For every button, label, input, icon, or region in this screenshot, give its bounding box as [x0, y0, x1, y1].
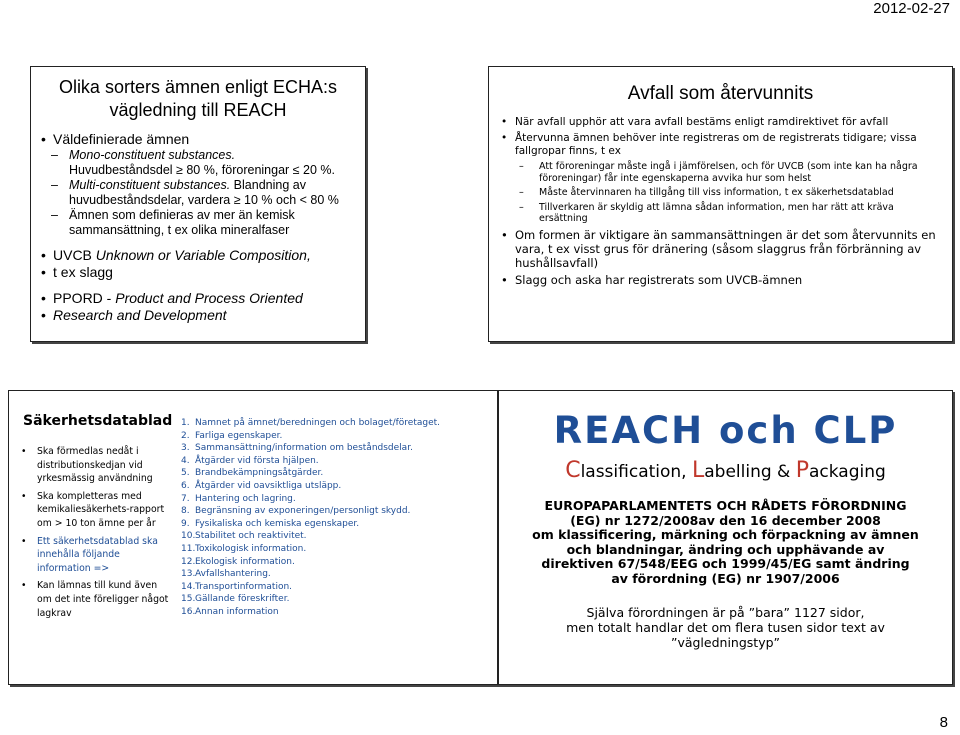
list-item: 12. Ekologisk information. [181, 556, 295, 567]
list-item: – Måste återvinnaren ha tillgång till viss information, t ex säkerhetsdatablad [501, 187, 941, 199]
slide-title: Säkerhetsdatablad [23, 413, 173, 429]
list-item: 2. Farliga egenskaper. [181, 430, 283, 441]
list-item: • Om formen är viktigare än sammansättningen är det som återvunnits en vara, t ex visst grus för dränering (såsom slaggrus från förbränning av hushållsavfall) [501, 228, 941, 270]
list-item: • t ex slagg [41, 264, 361, 281]
slide-echa-substance-types [30, 66, 366, 342]
slide-safety-data-sheet [8, 390, 498, 685]
list-item: – Multi-constituent substances. Blandning av [41, 178, 361, 193]
list-item: – Ämnen som definieras av mer än kemisk [41, 208, 361, 223]
regulation-text: EUROPAPARLAMENTETS OCH RÅDETS FÖRORDNING (EG) nr 1272/2008av den 16 december 2008 om klassificering, märkning och förpackning av ämnen och blandningar, ändring och upphävande av direktiven 67/548/EEG och 1999/45/EG samt ändring av förordning (EG) nr 1907/2006 [532, 498, 919, 586]
list-item: • UVCB Unknown or Variable Composition, [41, 247, 361, 264]
list-item: • Ska förmedlas nedåt i distributionskedjan vid yrkesmässig användning [21, 445, 171, 486]
bullet-list [501, 116, 941, 290]
slide-reach-clp [498, 390, 953, 685]
header-date: 2012-02-27 [873, 0, 950, 17]
list-item: huvudbeståndsdelar, vardera ≥ 10 % och < 80 % [69, 193, 339, 207]
list-item: Huvudbeståndsdel ≥ 80 %, föroreningar ≤ 20 %. [69, 163, 335, 177]
list-item: 5. Brandbekämpningsåtgärder. [181, 468, 324, 479]
list-item: 7. Hantering och lagring. [181, 493, 296, 504]
bullet-list [21, 445, 171, 624]
slide-recycled-waste [488, 66, 953, 342]
list-item: sammansättning, t ex olika mineralfaser [69, 223, 290, 237]
list-item: • PPORD - Product and Process Oriented [41, 290, 361, 307]
slide-title: Olika sorters ämnen enligt ECHA:s vägledning till REACH [58, 77, 338, 120]
list-item: • Ska kompletteras med kemikaliesäkerhets-rapport om > 10 ton ämne per år [21, 490, 171, 531]
list-item: 11. Toxikologisk information. [181, 543, 307, 554]
slide-title: REACH och CLP [553, 409, 898, 452]
list-item: • Research and Development [41, 307, 361, 324]
list-item: • Väldefinierade ämnen [41, 131, 361, 148]
list-item: 16. Annan information [181, 606, 279, 617]
list-item: 14. Transportinformation. [181, 581, 293, 592]
list-item: 10. Stabilitet och reaktivitet. [181, 531, 307, 542]
list-item: • När avfall upphör att vara avfall bestäms enligt ramdirektivet för avfall [501, 116, 941, 129]
slide-title: Avfall som återvunnits [627, 83, 814, 104]
list-item: • Återvunna ämnen behöver inte registreras om de registrerats tidigare; vissa fallgropar finns, t ex [501, 132, 941, 158]
page-number: 8 [939, 714, 948, 731]
list-item: – Tillverkaren är skyldig att lämna sådan information, men har rätt att kräva ersättning [501, 202, 941, 225]
list-item: 4. Åtgärder vid första hjälpen. [181, 455, 319, 466]
slide-note: Själva förordningen är på ”bara” 1127 sidor, men totalt handlar det om flera tusen sidor text av ”vägledningstyp” [566, 605, 885, 650]
list-item: – Mono-constituent substances. [41, 148, 361, 163]
list-item: 6. Åtgärder vid oavsiktliga utsläpp. [181, 480, 342, 491]
list-item: 1. Namnet på ämnet/beredningen och bolaget/företaget. [181, 418, 441, 428]
numbered-list [181, 417, 481, 619]
bullet-list [41, 131, 361, 324]
list-item: 13. Avfallshantering. [181, 569, 271, 580]
list-item: 8. Begränsning av exponeringen/personligt skydd. [181, 506, 411, 517]
list-item: • Ett säkerhetsdatablad ska innehålla följande information => [21, 535, 171, 576]
list-item: – Att föroreningar måste ingå i jämförelsen, och för UVCB (som inte kan ha några föroreningar) får inte egenskaperna avvika hur som helst [501, 161, 941, 184]
list-item: • Kan lämnas till kund även om det inte föreligger något lagkrav [21, 579, 171, 620]
list-item: • Slagg och aska har registrerats som UVCB-ämnen [501, 273, 941, 287]
slide-subtitle: Classification, Labelling & Packaging [565, 458, 886, 483]
list-item: 9. Fysikaliska och kemiska egenskaper. [181, 518, 360, 529]
list-item: 3. Sammansättning/information om beståndsdelar. [181, 443, 413, 454]
list-item: 15. Gällande föreskrifter. [181, 594, 290, 605]
